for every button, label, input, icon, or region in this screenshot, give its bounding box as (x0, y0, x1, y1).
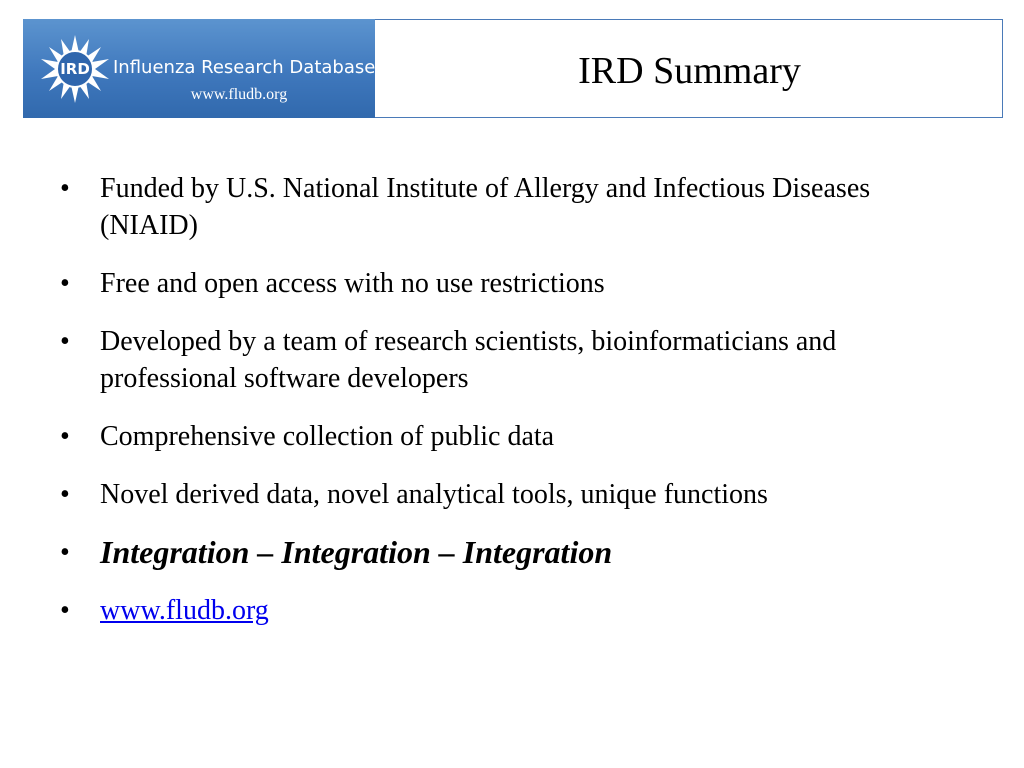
fludb-link[interactable]: www.fludb.org (100, 595, 269, 626)
bullet-text: Comprehensive collection of public data (100, 421, 555, 452)
slide-title: IRD Summary (578, 50, 801, 92)
list-item (60, 265, 960, 302)
list-item-link (60, 592, 960, 629)
ird-banner (23, 19, 375, 118)
bullet-dot: • (60, 326, 70, 357)
bullet-list (60, 170, 960, 650)
bullet-dot: • (60, 173, 70, 204)
bullet-text: Funded by U.S. National Institute of Allergy and Infectious Diseases (NIAID) (100, 173, 871, 241)
banner-title: Influenza Research Database (113, 57, 375, 78)
bullet-dot: • (60, 595, 70, 626)
logo-text: IRD (60, 60, 90, 78)
bullet-text: Integration – Integration – Integration (100, 534, 613, 570)
banner-url: www.fludb.org (190, 86, 288, 103)
bullet-text: Novel derived data, novel analytical tools, unique functions (100, 479, 768, 510)
bullet-dot: • (60, 421, 70, 452)
bullet-text: Developed by a team of research scientists, bioinformaticians and professional software developers (100, 326, 837, 394)
bullet-dot: • (60, 537, 70, 568)
list-item (60, 418, 960, 455)
list-item (60, 170, 960, 244)
list-item-emphasis (60, 534, 960, 571)
list-item (60, 476, 960, 513)
list-item (60, 323, 960, 397)
bullet-dot: • (60, 479, 70, 510)
bullet-dot: • (60, 268, 70, 299)
bullet-text: Free and open access with no use restrictions (100, 268, 605, 299)
